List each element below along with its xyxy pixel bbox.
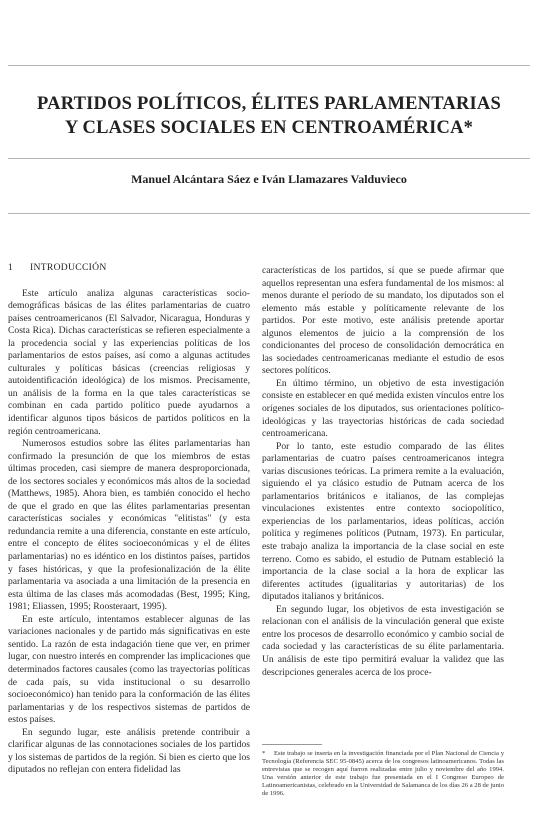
title-line-1: PARTIDOS POLÍTICOS, ÉLITES PARLAMENTARIAS <box>37 94 501 114</box>
section-heading <box>8 262 250 275</box>
title-rule <box>8 158 530 159</box>
right-column <box>262 265 504 679</box>
author-byline: Manuel Alcántara Sáez e Iván Llamazares Valduvieco <box>131 172 407 186</box>
paragraph: Este artículo analiza algunas características socio-demográficas básicas de las élites parlamentarias de cuatro países centroamericanos (El Salvador, Nicaragua, Honduras y Costa Rica). Dichas características se refieren especialmente a la procedencia social y las experiencias políticas de los parlamentarios de estos países, así como a algunas actitudes culturales y políticas básicas (creencias religiosas y autoidentificación ideológica) de los mismos. Precisamente, un análisis de la forma en la que tales características se combinan en cada partido político puede ayudarnos a identificar algunos tipos básicos de partidos políticos en la región centroamericana. <box>8 287 250 437</box>
footnote-rule <box>262 744 322 745</box>
left-column <box>8 262 250 777</box>
footnote-mark: * <box>262 750 266 757</box>
byline-rule <box>8 213 530 214</box>
paragraph: características de los partidos, sí que se puede afirmar que aquellos representan una esfera fundamental de los mismos: al menos durante el período de su mandato, los diputados son el elemento más estable y políticamente relevante de los partidos. Por este motivo, este análisis pretende aportar algunos elementos de juicio a la comprensión de los condicionantes del proceso de consolidación democrática en las sociedades centroamericanas mediante el estudio de esos sectores políticos. <box>262 265 504 377</box>
paragraph: En último término, un objetivo de esta investigación consiste en establecer en qué medida existen vínculos entre los orígenes sociales de los diputados, sus orientaciones político-ideológicas y las trayectorias históricas de cada sociedad centroamericana. <box>262 377 504 440</box>
top-rule <box>8 65 530 66</box>
paragraph: En segundo lugar, los objetivos de esta investigación se relacionan con el análisis de la vinculación general que existe entre los procesos de desarrollo económico y cambio social de cada sociedad y las características de su élite parlamentaria. Un análisis de este tipo permitirá evaluar la validez que las descripciones generales acerca de los proce- <box>262 603 504 678</box>
article-title <box>0 92 538 140</box>
paragraph: En este artículo, intentamos establecer algunas de las variaciones nacionales y de partido más significativas en este sentido. La razón de esta indagación tiene que ver, en primer lugar, con nuestro interés en comprender las implicaciones que determinados factores causales (como las trayectorias políticas de cada país, su vida institucional o su desarrollo socioeconómico) han tenido para la conformación de las élites parlamentarias y de los respectivos sistemas de partidos de estos países. <box>8 613 250 726</box>
section-number: 1 <box>8 262 14 273</box>
section-title: INTRODUCCIÓN <box>30 262 107 273</box>
footnote <box>262 750 504 798</box>
footnote-text: Este trabajo se inserta en la investigación financiada por el Plan Nacional de Ciencia y Tecnología (Referencia SEC 95-0845) acerca de los congresos latinoamericanos. Todas las entrevistas que se recogen aquí fueron realizadas entre julio y noviembre del año 1994. Una versión anterior de este trabajo fue presentada en el I Congreso Europeo de Latinoamericanistas, celebrado en la Universidad de Salamanca de los días 26 a 28 de junio de 1996. <box>262 750 504 797</box>
paragraph: Numerosos estudios sobre las élites parlamentarias han confirmado la presunción de que los miembros de estas últimas proceden, casi siempre de manera desproporcionada, de los sectores sociales y económicos más altos de la sociedad (Matthews, 1985). Ahora bien, es también conocido el hecho de que el grado en que las élites parlamentarias presentan características sociales y económicas "elitistas" (y esta redundancia remite a una diferencia, constante en este artículo, entre el concepto de élites socioeconómicas y el de élites parlamentarias) no es idéntico en los distintos países, partidos y fases históricas, y que la profesionalización de la élite parlamentaria va asociada a una limitación de la presencia en esta última de las clases más acomodadas (Best, 1995; King, 1981; Eliassen, 1995; Roosteraart, 1995). <box>8 438 250 613</box>
title-line-2: Y CLASES SOCIALES EN CENTROAMÉRICA* <box>64 118 474 138</box>
paragraph: En segundo lugar, este análisis pretende contribuir a clarificar algunas de las connotaciones sociales de los partidos y los sistemas de partidos de la región. Si bien es cierto que los diputados no reflejan con entera fidelidad las <box>8 726 250 776</box>
paragraph: Por lo tanto, este estudio comparado de las élites parlamentarias de cuatro países centroamericanos integra varias discusiones teóricas. La primera remite a la evaluación, siguiendo el ya clásico estudio de Putnam acerca de los parlamentarios británicos e italianos, de las complejas vinculaciones existentes entre contexto sociopolítico, experiencias de los parlamentarios, ideas políticas, acción política y regímenes políticos (Putnam, 1973). En particular, este trabajo analiza la importancia de la clase social en este terreno. Como es sabido, el estudio de Putnam estableció la importancia de la clase social a la hora de explicar las diferentes actitudes (igualitarias y autoritarias) de los diputados italianos y británicos. <box>262 440 504 603</box>
